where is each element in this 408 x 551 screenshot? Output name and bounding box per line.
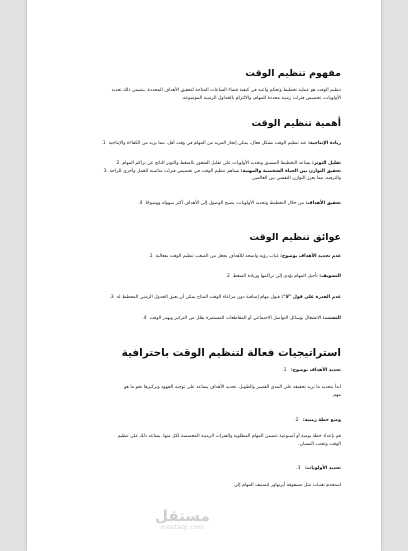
importance-item-number: 4. (138, 201, 143, 206)
obstacle-item-number: 4. (142, 316, 147, 321)
watermark-title: مستقل (155, 507, 210, 525)
importance-item (104, 169, 341, 175)
concept-paragraph-line-1: تنظيم الوقت هو عملية تخطيط وتحكم واعية في كيفية قضاء الساعات المتاحة لتحقيق الأهداف المحددة. يتضمن ذلك تحديد (111, 88, 341, 93)
importance-item-title: تحقيق التوازن بين الحياة الشخصية والمهنية: (240, 169, 341, 174)
strategy-body-line-1: ابدأ بتحديد ما تريد تحقيقه على المدى القصير والطويل. تحديد الأهداف يساعد على توجيه الجهود وتركيزها نحو ما هو (124, 385, 341, 390)
strategy-body-line-1: استخدم تقنيات مثل مصفوفة أيزنهاور لتصنيف المهام إلى (234, 483, 341, 488)
strategy-title-text: وضع خطة زمنية: (302, 418, 341, 423)
importance-item-text: يساهم تنظيم الوقت في تخصيص فترات مناسبة للعمل وأخرى للراحة .3 (103, 169, 241, 174)
strategy-title (296, 466, 341, 472)
importance-item-text: يساعد التخطيط المسبق وتحديد الأولويات على تقليل الشعور بالضغط والتوتر الناتج عن تراكم المهام .2 (116, 161, 313, 166)
obstacle-item (226, 274, 341, 280)
strategy-title-text: تحديد الأهداف بوضوح: (290, 368, 341, 373)
mostaql-watermark-logo (155, 508, 210, 531)
obstacle-item-text: قبول مهام إضافية دون مراعاة الوقت المتاح يمكن أن يعيق الجدول الزمني المخطط له (116, 295, 282, 300)
importance-item-title: تقليل التوتر: (312, 161, 341, 166)
importance-item-text: عند تنظيم الوقت بشكل فعال، يمكن إنجاز المزيد من المهام في وقت أقل، مما يزيد من الكفاءة والإنتاجية (108, 141, 309, 146)
section-heading-importance: أهمية تنظيم الوقت (251, 118, 341, 129)
importance-item-number: 1. (101, 141, 106, 146)
obstacle-item-number: 3. (109, 295, 114, 300)
obstacle-item-title: التشتت: (322, 316, 341, 321)
obstacle-item (148, 254, 341, 260)
importance-item (116, 161, 341, 167)
importance-item-text: من خلال التخطيط وتحديد الأولويات، يصبح الوصول إلى الأهداف أكثر سهولة ووضوحًا (145, 201, 306, 206)
importance-item-continuation: والترفيه، مما يعزز التوازن النفسي بين العالمين (252, 176, 341, 181)
strategy-title-text: تحديد الأولويات: (304, 466, 341, 471)
strategy-body-line-2: الوقت وتجنب النسيان. (298, 442, 341, 447)
obstacle-item-text: الانشغال بوسائل التواصل الاجتماعي أو المقاطعات المستمرة يقلل من التركيز ويهدر الوقت (149, 316, 323, 321)
strategy-number: 2. (294, 418, 299, 423)
obstacle-item-title: عدم تحديد الأهداف بوضوح: (280, 254, 341, 259)
obstacle-item-title: التسويف: (319, 274, 341, 279)
obstacle-item-text: غياب رؤية واضحة للأهداف يجعل من الصعب تنظيم الوقت بفعالية (155, 254, 281, 259)
section-heading-concept: مفهوم تنظيم الوقت (245, 68, 341, 79)
strategy-title (294, 418, 341, 424)
concept-paragraph-line-2: الأولويات، تخصيص فترات زمنية محددة للمهام، والالتزام بالجداول الزمنية الموضوعة. (181, 96, 341, 101)
obstacle-item-title: عدم القدرة على قول "لا": (281, 295, 341, 300)
obstacle-item-number: 2. (225, 274, 230, 279)
strategy-number: 1. (282, 368, 287, 373)
obstacle-item (109, 295, 341, 301)
section-heading-obstacles: عوائق تنظيم الوقت (249, 232, 341, 243)
obstacle-item (142, 316, 341, 322)
document-page (27, 0, 381, 551)
importance-item (138, 201, 341, 207)
obstacle-item-number: 1. (148, 254, 153, 259)
strategy-body-line-2: مهم. (331, 393, 341, 398)
importance-item (101, 141, 341, 147)
strategy-body-line-1: قم بإعداد خطة يومية أو أسبوعية تتضمن المهام المطلوبة والفترات الزمنية المخصصة لكل منها. يساعد ذلك على تنظيم (117, 434, 341, 439)
importance-item-title: تحقيق الأهداف: (305, 201, 341, 206)
watermark-url: mostaql.com (160, 524, 205, 531)
importance-item-title: زيادة الإنتاجية: (308, 141, 341, 146)
strategy-title (282, 368, 341, 374)
strategy-number: 3. (296, 466, 301, 471)
section-heading-strategies: استراتيجيات فعالة لتنظيم الوقت باحترافية (121, 347, 341, 359)
obstacle-item-text: تأجيل المهام يؤدي إلى تراكمها وزيادة الضغط (232, 274, 320, 279)
